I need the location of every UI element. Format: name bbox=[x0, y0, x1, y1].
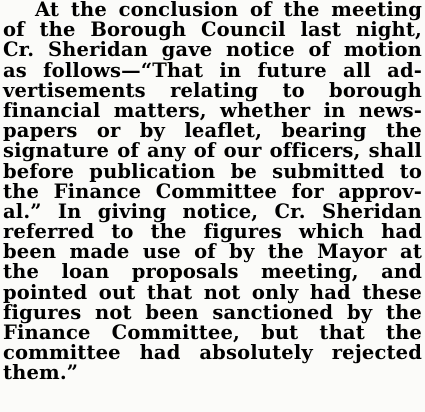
article-line: Cr. Sheridan gave notice of motion bbox=[3, 38, 422, 62]
article-line: pointed out that not only had these bbox=[3, 280, 422, 304]
article-line: as follows—“That in future all ad- bbox=[3, 58, 422, 82]
article-line: al.” In giving notice, Cr. Sheridan bbox=[3, 199, 422, 223]
article-line: figures not been sanctioned by the bbox=[3, 300, 422, 324]
article-line: referred to the figures which had bbox=[3, 220, 422, 244]
article-line: before publication be submitted to bbox=[3, 159, 422, 183]
article-line: vertisements relating to borough bbox=[3, 78, 422, 102]
article-line: financial matters, whether in news- bbox=[3, 98, 422, 122]
article-line: of the Borough Council last night, bbox=[3, 18, 422, 42]
article-line: the loan proposals meeting, and bbox=[3, 260, 422, 284]
article-paragraph bbox=[3, 0, 422, 384]
article-line: been made use of by the Mayor at bbox=[3, 240, 422, 264]
article-line: At the conclusion of the meeting bbox=[35, 0, 422, 21]
article-line: Finance Committee, but that the bbox=[3, 321, 422, 344]
article-line: signature of any of our officers, shall bbox=[3, 139, 422, 163]
article-line: committee had absolutely rejected bbox=[3, 341, 422, 365]
article-line: them.” bbox=[3, 361, 79, 385]
article-line: papers or by leaflet, bearing the bbox=[3, 119, 422, 143]
article-line: the Finance Committee for approv- bbox=[3, 179, 422, 203]
